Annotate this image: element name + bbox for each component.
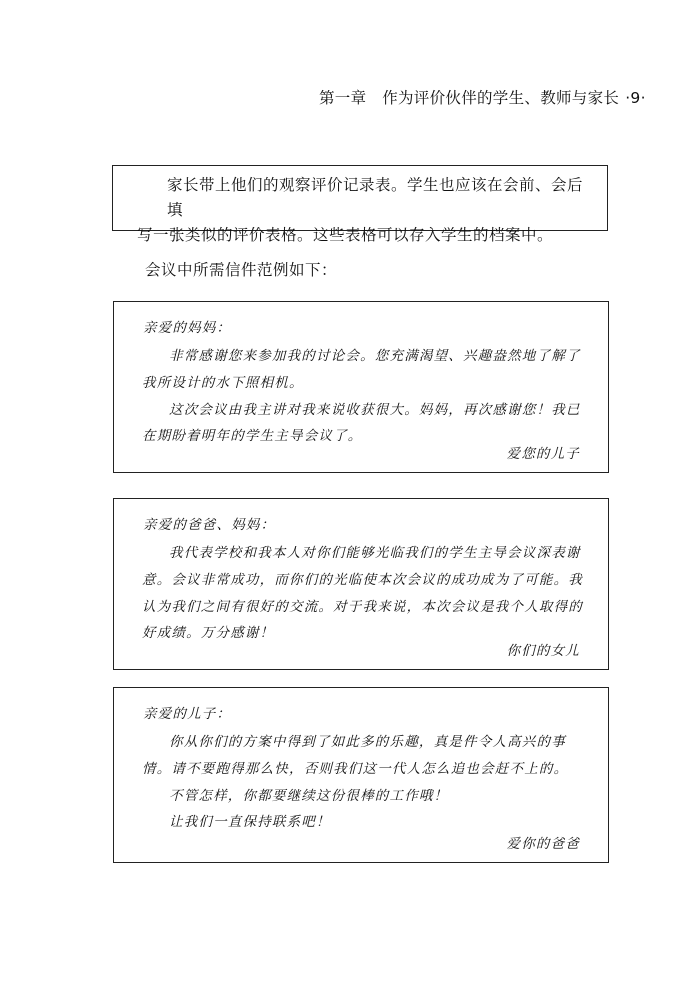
letter-body [142, 540, 584, 647]
letter-paragraph: 让我们一直保持联系吧！ [169, 814, 331, 831]
letter-signature: 爱您的儿子 [506, 446, 580, 462]
note-line-1: 家长带上他们的观察评价记录表。学生也应该在会前、会后填 [167, 176, 584, 219]
letter-body [142, 729, 584, 836]
letter-paragraph: 这次会议由我主讲对我来说收获很大。妈妈，再次感谢您！我已在期盼着明年的学生主导会议了。 [142, 401, 581, 445]
letter-greeting: 亲爱的爸爸、妈妈： [143, 517, 276, 533]
letter-paragraph: 非常感谢您来参加我的讨论会。您充满渴望、兴趣盎然地了解了我所设计的水下照相机。 [142, 348, 581, 391]
letter-paragraph: 我代表学校和我本人对你们能够光临我们的学生主导会议深表谢意。会议非常成功，而你们的光临使本次会议的成功成为了可能。我认为我们之间有很好的交流。对于我来说，本次会议是我个人取得的好成绩。万分感谢！ [142, 545, 583, 642]
letter-to-son [113, 687, 609, 863]
page-number: ·9· [625, 89, 646, 107]
letter-paragraph: 不管怎样，你都要继续这份很棒的工作哦！ [169, 787, 449, 804]
note-box [112, 165, 608, 244]
note-line-2: 写一张类似的评价表格。这些表格可以存入学生的档案中。 [137, 226, 554, 244]
intro-text: 会议中所需信件范例如下： [145, 261, 338, 279]
running-header [319, 86, 646, 108]
letter-greeting: 亲爱的儿子： [143, 706, 232, 722]
letter-greeting: 亲爱的妈妈： [143, 320, 232, 336]
letter-signature: 你们的女儿 [506, 643, 580, 659]
letter-to-mother [113, 301, 609, 473]
chapter-title: 第一章 作为评价伙伴的学生、教师与家长 [319, 89, 620, 107]
letter-to-parents [113, 498, 609, 670]
letter-signature: 爱你的爸爸 [506, 836, 580, 852]
letter-paragraph: 你从你们的方案中得到了如此多的乐趣，真是件令人高兴的事情。请不要跑得那么快，否则我们这一代人怎么追也会赶不上的。 [142, 734, 569, 777]
letter-body [142, 343, 584, 450]
